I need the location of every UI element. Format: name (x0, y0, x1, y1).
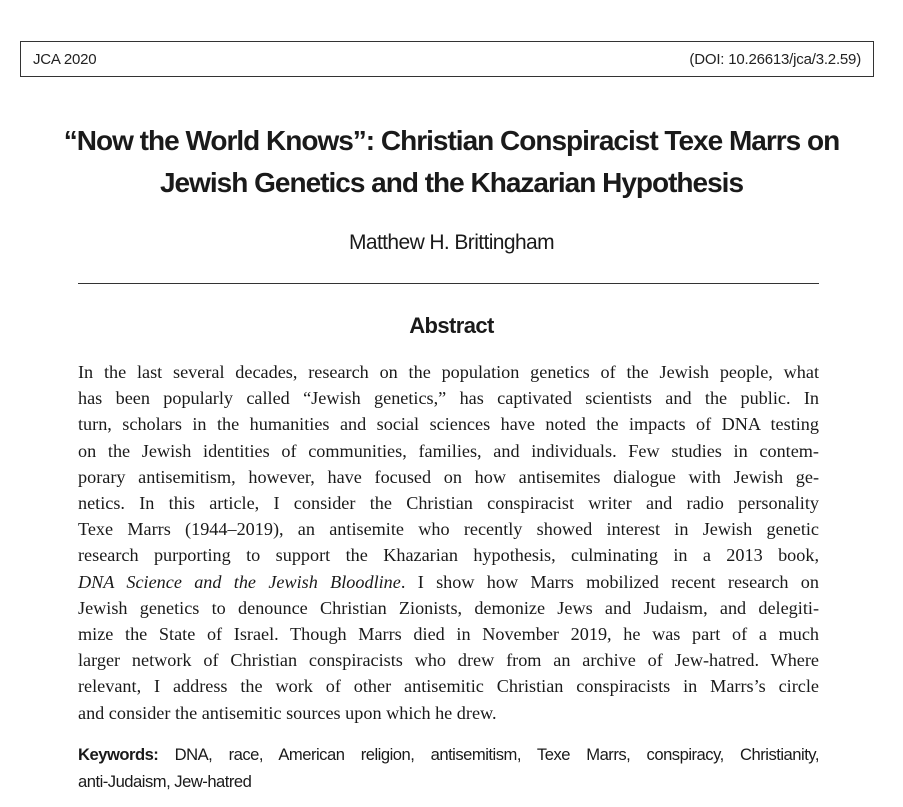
book-title: DNA Science and the Jewish Bloodline (78, 571, 401, 592)
keywords (78, 741, 819, 795)
abstract-line: larger network of Christian conspiracists who drew from an archive of Jew-hatred. Where (78, 650, 819, 671)
doi-label: (DOI: 10.26613/jca/3.2.59) (689, 51, 861, 68)
abstract-line: Jewish genetics to denounce Christian Zionists, demonize Jews and Judaism, and delegiti- (78, 597, 819, 618)
keywords-line-2: anti-Judaism, Jew-hatred (78, 772, 252, 791)
abstract-line: mize the State of Israel. Though Marrs died in November 2019, he was part of a much (78, 624, 819, 645)
abstract-line: turn, scholars in the humanities and social sciences have noted the impacts of DNA testing (78, 414, 819, 435)
abstract-line: research purporting to support the Khazarian hypothesis, culminating in a 2013 book, (78, 545, 819, 566)
abstract-line: netics. In this article, I consider the Christian conspiracist writer and radio personality (78, 493, 819, 514)
journal-header-box (20, 41, 874, 77)
abstract-line: and consider the antisemitic sources upon which he drew. (78, 702, 497, 723)
abstract-line: relevant, I address the work of other antisemitic Christian conspiracists in Marrs’s circle (78, 676, 819, 697)
keywords-line-1 (78, 741, 819, 768)
abstract-line: on the Jewish identities of communities, families, and individuals. Few studies in contem- (78, 440, 819, 461)
abstract-line: has been popularly called “Jewish genetics,” has captivated scientists and the public. In (78, 388, 819, 409)
abstract-heading: Abstract (409, 313, 494, 338)
article-title-line-1: “Now the World Knows”: Christian Conspiracist Texe Marrs on (63, 125, 840, 156)
divider (78, 283, 819, 284)
abstract-line: In the last several decades, research on the population genetics of the Jewish people, what (78, 362, 819, 382)
abstract-line: Texe Marrs (1944–2019), an antisemite who recently showed interest in Jewish genetic (78, 519, 819, 540)
keywords-label: Keywords: (78, 745, 159, 764)
journal-name: JCA 2020 (33, 51, 97, 68)
article-title (30, 120, 873, 204)
article-title-line-2: Jewish Genetics and the Khazarian Hypothesis (159, 167, 744, 198)
abstract-line (78, 569, 819, 595)
author-name: Matthew H. Brittingham (348, 231, 555, 254)
abstract-body (78, 359, 819, 726)
keywords-list: DNA, race, American religion, antisemitism, Texe Marrs, conspiracy, Christianity, (174, 745, 819, 764)
abstract-line-text: . I show how Marrs mobilized recent research on (400, 571, 819, 592)
abstract-line: porary antisemitism, however, have focused on how antisemites dialogue with Jewish ge- (78, 466, 819, 487)
